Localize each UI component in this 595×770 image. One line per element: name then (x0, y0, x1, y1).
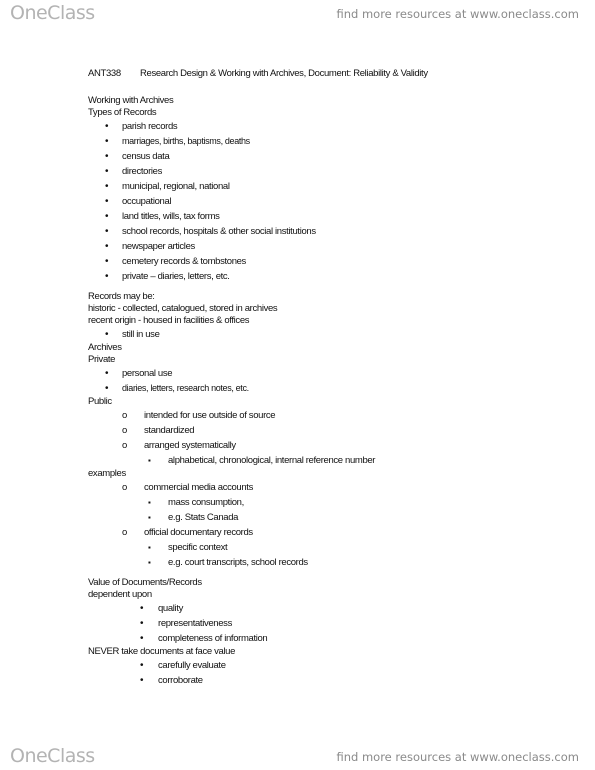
examples-list (88, 480, 548, 570)
working-heading: Working with Archives (88, 95, 174, 106)
course-code: ANT338 (88, 68, 121, 79)
examples-heading: examples (88, 468, 126, 479)
list-item: • carefully evaluate (88, 658, 548, 673)
document-body (88, 66, 548, 688)
list-item: • occupational (88, 194, 548, 209)
never-list (88, 658, 548, 688)
oneclass-logo[interactable]: OneClass (10, 2, 95, 24)
recent-origin-line: recent origin - housed in facilities & offices (88, 315, 250, 326)
never-line: NEVER take documents at face value (88, 646, 236, 657)
list-item: • quality (88, 601, 548, 616)
value-heading: Value of Documents/Records (88, 577, 202, 588)
list-item: • newspaper articles (88, 239, 548, 254)
list-item: ▪ mass consumption, (88, 495, 548, 510)
list-item: • marriages, births, baptisms, deaths (88, 134, 548, 149)
public-heading: Public (88, 396, 112, 407)
types-heading: Types of Records (88, 107, 157, 118)
dependent-upon: dependent upon (88, 589, 152, 600)
list-item: ▪ alphabetical, chronological, internal reference number (88, 453, 548, 468)
list-item: ▪ e.g. Stats Canada (88, 510, 548, 525)
doc-title-line (88, 66, 548, 81)
header-tagline-link[interactable]: find more resources at www.oneclass.com (336, 7, 579, 21)
private-list (88, 366, 548, 396)
public-list (88, 408, 548, 468)
header-bar (0, 0, 595, 28)
records-may-be: Records may be: (88, 291, 155, 302)
list-item: o standardized (122, 425, 195, 436)
list-item: • corroborate (88, 673, 548, 688)
doc-title: Research Design & Working with Archives, Document: Reliability & Validity (140, 68, 428, 79)
list-item: • municipal, regional, national (88, 179, 548, 194)
dependent-list (88, 601, 548, 646)
oneclass-logo[interactable]: OneClass (10, 745, 95, 767)
list-item: • cemetery records & tombstones (88, 254, 548, 269)
archives-heading: Archives (88, 342, 122, 353)
list-item: • personal use (88, 366, 548, 381)
recent-origin-list (88, 327, 548, 342)
private-heading: Private (88, 354, 116, 365)
footer-bar (0, 742, 595, 770)
list-item: ▪ e.g. court transcripts, school records (88, 555, 548, 570)
list-item: o arranged systematically (122, 440, 236, 451)
list-item: • school records, hospitals & other social institutions (88, 224, 548, 239)
list-item: • diaries, letters, research notes, etc. (88, 381, 548, 396)
list-item: o commercial media accounts (122, 482, 253, 493)
list-item: o intended for use outside of source (122, 410, 276, 421)
historic-line: historic - collected, catalogued, stored in archives (88, 303, 278, 314)
list-item: • private – diaries, letters, etc. (88, 269, 548, 284)
list-item: • still in use (88, 327, 548, 342)
list-item: • census data (88, 149, 548, 164)
footer-tagline-link[interactable]: find more resources at www.oneclass.com (336, 750, 579, 764)
types-list (88, 119, 548, 284)
list-item: • representativeness (88, 616, 548, 631)
list-item: • completeness of information (88, 631, 548, 646)
list-item: ▪ specific context (88, 540, 548, 555)
list-item: o official documentary records (122, 527, 253, 538)
list-item: • directories (88, 164, 548, 179)
list-item: • land titles, wills, tax forms (88, 209, 548, 224)
list-item: • parish records (88, 119, 548, 134)
